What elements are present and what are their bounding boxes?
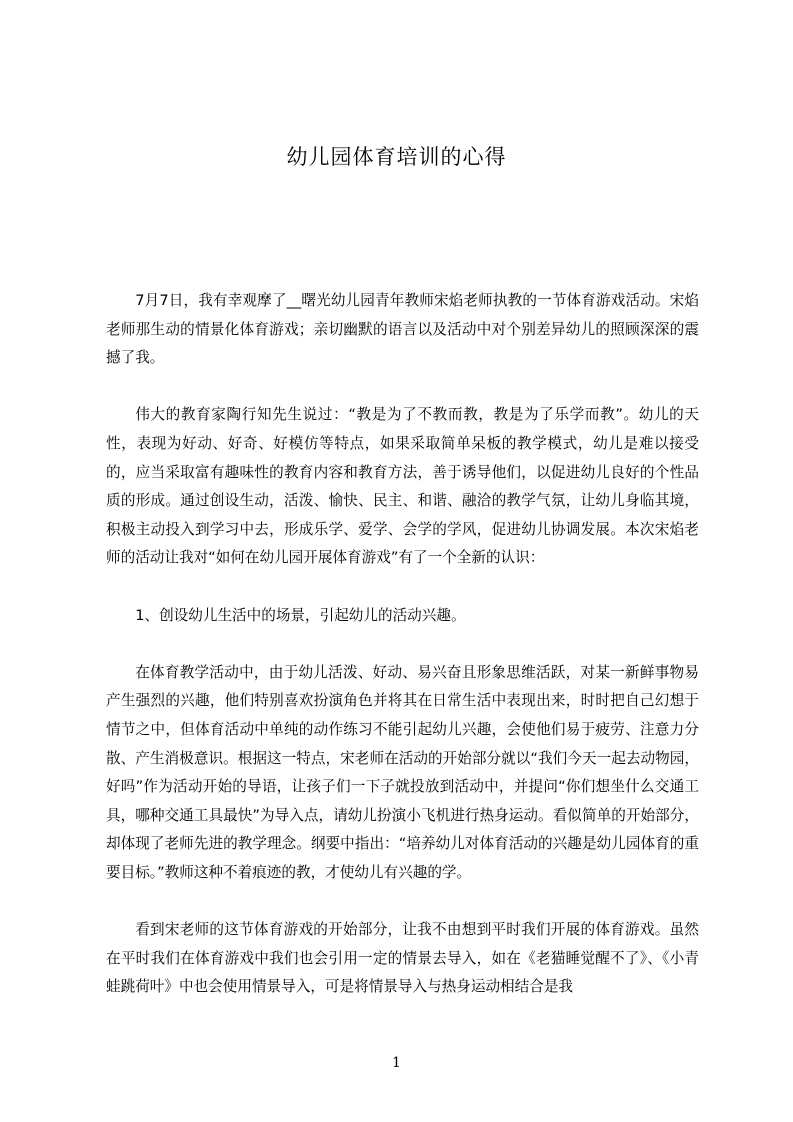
paragraph-sports-teaching: 在体育教学活动中，由于幼儿活泼、好动、易兴奋且形象思维活跃，对某一新鲜事物易产生强烈的兴趣，他们特别喜欢扮演角色并将其在日常生活中表现出来，时时把自己幻想于情节之中，但体育活动中单纯的动作练习不能引起幼儿兴趣，会使他们易于疲劳、注意力分散、产生消极意识。根据这一特点，宋老师在活动的开始部分就以“我们今天一起去动物园，好吗”作为活动开始的导语，让孩子们一下子就投放到活动中，并提问“你们想坐什么交通工具，哪种交通工具最快”为导入点，请幼儿扮演小飞机进行热身运动。看似简单的开始部分，却体现了老师先进的教学理念。纲要中指出：“培养幼儿对体育活动的兴趣是幼儿园体育的重要目标。”教师这种不着痕迹的教，才使幼儿有兴趣的学。 <box>106 663 699 881</box>
paragraph-intro: 7月7日，我有幸观摩了__曙光幼儿园青年教师宋焰老师执教的一节体育游戏活动。宋焰老师那生动的情景化体育游戏；亲切幽默的语言以及活动中对个别差异幼儿的照顾深深的震撼了我。 <box>106 292 699 367</box>
paragraph-tao-xingzhi-quote: 伟大的教育家陶行知先生说过：“教是为了不教而教，教是为了乐学而教”。幼儿的天性，表现为好动、好奇、好模仿等特点，如果采取简单呆板的教学模式，幼儿是难以接受的，应当采取富有趣味性的教育内容和教育方法，善于诱导他们，以促进幼儿良好的个性品质的形成。通过创设生动，活泼、愉快、民主、和谐、融洽的教学气氛，让幼儿身临其境，积极主动投入到学习中去，形成乐学、爱学、会学的学风，促进幼儿协调发展。本次宋焰老师的活动让我对“如何在幼儿园开展体育游戏”有了一个全新的认识： <box>106 406 699 567</box>
document-body <box>106 287 699 1002</box>
section-heading-1: 1、创设幼儿生活中的场景，引起幼儿的活动兴趣。 <box>135 606 466 624</box>
page-number: 1 <box>392 1055 401 1071</box>
paragraph-reflection: 看到宋老师的这节体育游戏的开始部分，让我不由想到平时我们开展的体育游戏。虽然在平时我们在体育游戏中我们也会引用一定的情景去导入，如在《老猫睡觉醒不了》、《小青蛙跳荷叶》中也会使用情景导入，可是将情景导入与热身运动相结合是我 <box>106 921 699 996</box>
page-title: 幼儿园体育培训的心得 <box>286 145 507 169</box>
